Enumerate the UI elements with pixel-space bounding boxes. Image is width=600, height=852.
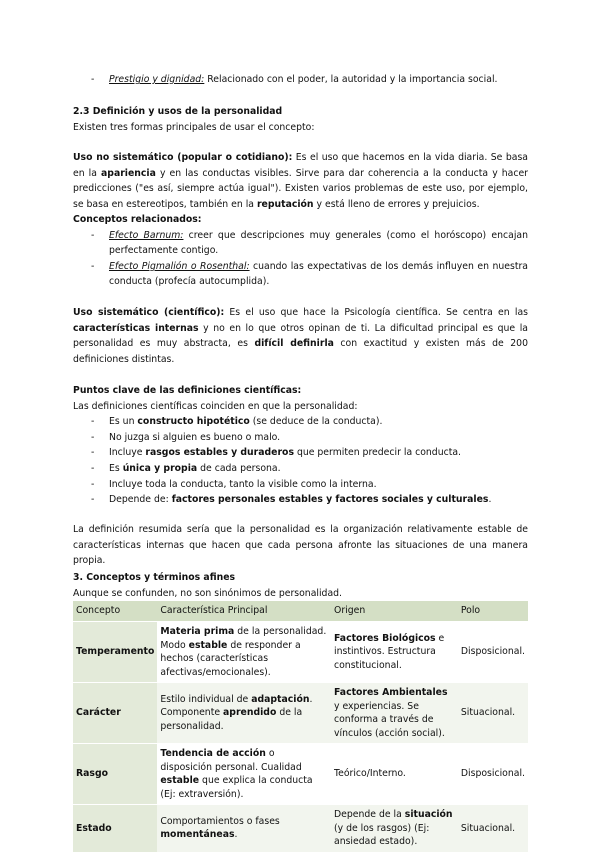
table-row	[73, 683, 528, 744]
lead: Uso sistemático (científico):	[73, 307, 225, 318]
intro-text: Las definiciones científicas coinciden en que la personalidad:	[73, 400, 358, 412]
subheading: Puntos clave de las definiciones científicas:	[73, 385, 302, 396]
table-header-row	[73, 601, 528, 622]
section-title: 2.3 Definición y usos de la personalidad	[73, 106, 283, 117]
related-concepts	[73, 212, 528, 290]
cell-concepto: Rasgo	[73, 744, 157, 805]
cell-origen: Factores Biológicos e instintivos. Estructura constitucional.	[331, 622, 458, 683]
bold-text: apariencia	[101, 167, 156, 179]
summary-paragraph: La definición resumida sería que la personalidad es la organización relativamente estable de características internas que hacen que cada persona afronte las situaciones de una manera propia.	[73, 524, 528, 567]
bold-text: reputación	[256, 198, 314, 210]
cell-origen: Factores Ambientales y experiencias. Se conforma a través de vínculos (acción social).	[331, 683, 458, 744]
paragraph-uso-no-sistematico	[73, 150, 528, 212]
cell-polo: Situacional.	[458, 805, 528, 852]
list-item: - No juzga si alguien es bueno o malo.	[91, 431, 281, 443]
list-item: - Es única y propia de cada persona.	[91, 462, 281, 474]
text: Es el uso que hace la Psicología científica. Se centra en las	[224, 307, 528, 318]
section-3	[73, 570, 528, 601]
section-intro: Existen tres formas principales de usar el concepto:	[73, 121, 315, 133]
list-item: - Efecto Pigmalión o Rosenthal: cuando las expectativas de los demás influyen en nuestra conducta (profecía autocumplida).	[91, 260, 528, 288]
text: y no en lo que otros opinan de ti. La dificultad principal es que la personalidad es muy abstracta, es	[73, 322, 528, 350]
text: con exactitud y existen más de 200 definiciones distintas.	[73, 338, 528, 365]
cell-polo: Disposicional.	[458, 744, 528, 805]
concepts-table	[73, 601, 528, 852]
cell-polo: Disposicional.	[458, 622, 528, 683]
cell-caracteristica: Estilo individual de adaptación. Componente aprendido de la personalidad.	[157, 683, 331, 744]
list-item: - Efecto Barnum: creer que descripciones muy generales (como el horóscopo) encajan perfectamente contigo.	[91, 229, 529, 257]
cell-polo: Situacional.	[458, 683, 528, 744]
section-2-3	[73, 104, 528, 135]
bold-text: características internas	[73, 322, 199, 334]
list-item-prestigio	[73, 72, 528, 88]
key-points	[73, 383, 528, 508]
cell-origen: Depende de la situación (y de los rasgos) (Ej: ansiedad estado).	[331, 805, 458, 852]
header-polo: Polo	[458, 601, 528, 622]
table-row	[73, 744, 528, 805]
table-row	[73, 805, 528, 852]
header-origen: Origen	[331, 601, 458, 622]
term: Efecto Barnum:	[109, 229, 184, 241]
cell-concepto: Carácter	[73, 683, 157, 744]
term: Prestigio y dignidad:	[109, 74, 205, 85]
paragraph-uso-sistematico	[73, 305, 528, 367]
section-title: 3. Conceptos y términos afines	[73, 572, 236, 583]
list-item: - Es un constructo hipotético (se deduce de la conducta).	[91, 416, 383, 428]
section-intro: Aunque se confunden, no son sinónimos de personalidad.	[73, 587, 343, 599]
list-item: - Depende de: factores personales estables y factores sociales y culturales.	[91, 494, 492, 506]
header-concepto: Concepto	[73, 601, 157, 622]
subheading: Conceptos relacionados:	[73, 214, 202, 225]
cell-caracteristica: Comportamientos o fases momentáneas.	[157, 805, 331, 852]
list-item: - Incluye toda la conducta, tanto la visible como la interna.	[91, 478, 377, 490]
bold-text: difícil definirla	[254, 338, 334, 350]
lead: Uso no sistemático (popular o cotidiano):	[73, 152, 293, 163]
item-text: Relacionado con el poder, la autoridad y la importancia social.	[204, 74, 498, 85]
cell-concepto: Estado	[73, 805, 157, 852]
dash-bullet: -	[91, 74, 95, 85]
cell-origen: Teórico/Interno.	[331, 744, 458, 805]
cell-concepto: Temperamento	[73, 622, 157, 683]
text: y en las conductas visibles. Sirve para dar coherencia a la conducta y hacer predicciones ("es así, siempre actúa igual"). Existen varios problemas de este uso, por ejemplo, se basa en estereotipos, también en la	[73, 167, 528, 210]
term: Efecto Pigmalión o Rosenthal:	[109, 260, 250, 272]
cell-caracteristica: Materia prima de la personalidad. Modo estable de responder a hechos (características afectivas/emocionales).	[157, 622, 331, 683]
item-text: cuando las expectativas de los demás influyen en nuestra conducta (profecía autocumplida).	[109, 260, 528, 288]
item-text: creer que descripciones muy generales (como el horóscopo) encajan perfectamente contigo.	[109, 229, 529, 257]
header-caracteristica: Característica Principal	[157, 601, 331, 622]
list-item: - Incluye rasgos estables y duraderos que permiten predecir la conducta.	[91, 447, 462, 459]
cell-caracteristica: Tendencia de acción o disposición personal. Cualidad estable que explica la conducta (Ej: extraversión).	[157, 744, 331, 805]
text: Es el uso que hacemos en la vida diaria. Se basa en la	[73, 152, 528, 179]
text: y está lleno de errores y prejuicios.	[313, 198, 480, 210]
table-row	[73, 622, 528, 683]
